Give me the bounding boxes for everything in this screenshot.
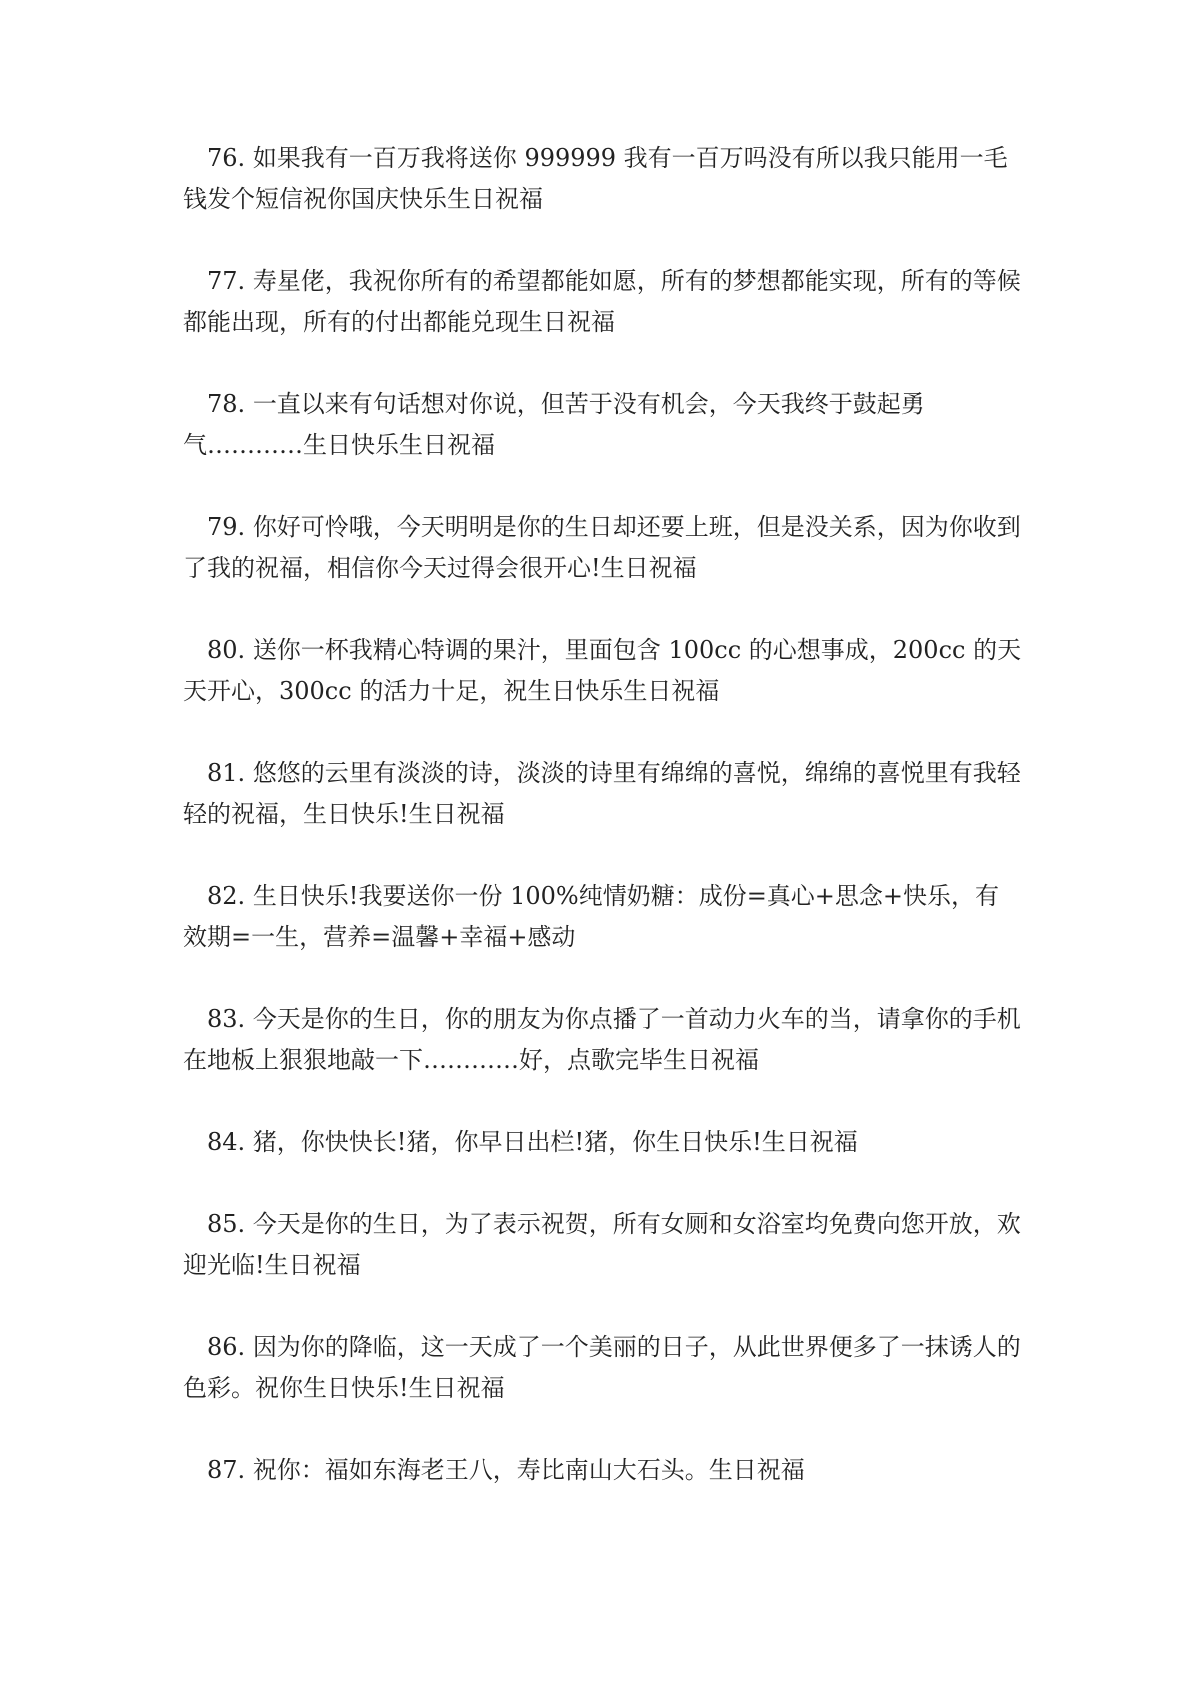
item-text: 因为你的降临，这一天成了一个美丽的日子，从此世界便多了一抹诱人的色彩。祝你生日快乐!生日祝福 <box>183 1333 1021 1402</box>
list-item <box>183 384 1023 466</box>
item-text: 寿星佬，我祝你所有的希望都能如愿，所有的梦想都能实现，所有的等候都能出现，所有的付出都能兑现生日祝福 <box>183 267 1021 336</box>
item-text: 生日快乐!我要送你一份 100%纯情奶糖：成份=真心+思念+快乐，有效期=一生，营养=温馨+幸福+感动 <box>183 882 1000 951</box>
list-item <box>183 630 1023 712</box>
list-item <box>183 876 1023 958</box>
list-item <box>183 1450 1023 1491</box>
item-number: 85. <box>207 1210 246 1238</box>
item-text: 猪，你快快长!猪，你早日出栏!猪，你生日快乐!生日祝福 <box>252 1128 858 1156</box>
list-item <box>183 261 1023 343</box>
item-number: 83. <box>207 1005 246 1033</box>
list-item <box>183 1122 1023 1163</box>
item-text: 悠悠的云里有淡淡的诗，淡淡的诗里有绵绵的喜悦，绵绵的喜悦里有我轻轻的祝福，生日快乐!生日祝福 <box>183 759 1021 828</box>
item-number: 80. <box>207 636 246 664</box>
item-number: 86. <box>207 1333 246 1361</box>
document-body <box>183 138 1023 1532</box>
item-text: 一直以来有句话想对你说，但苦于没有机会，今天我终于鼓起勇气…………生日快乐生日祝福 <box>183 390 925 459</box>
list-item <box>183 1327 1023 1409</box>
list-item <box>183 753 1023 835</box>
item-text: 今天是你的生日，你的朋友为你点播了一首动力火车的当，请拿你的手机在地板上狠狠地敲一下…………好，点歌完毕生日祝福 <box>183 1005 1021 1074</box>
item-number: 76. <box>207 144 246 172</box>
item-number: 81. <box>207 759 246 787</box>
item-text: 送你一杯我精心特调的果汁，里面包含 100cc 的心想事成，200cc 的天天开心，300cc 的活力十足，祝生日快乐生日祝福 <box>183 636 1022 705</box>
item-text: 你好可怜哦，今天明明是你的生日却还要上班，但是没关系，因为你收到了我的祝福，相信你今天过得会很开心!生日祝福 <box>183 513 1021 582</box>
item-text: 今天是你的生日，为了表示祝贺，所有女厕和女浴室均免费向您开放，欢迎光临!生日祝福 <box>183 1210 1021 1279</box>
list-item <box>183 138 1023 220</box>
item-number: 87. <box>207 1456 246 1484</box>
item-text: 祝你：福如东海老王八，寿比南山大石头。生日祝福 <box>252 1456 805 1484</box>
list-item <box>183 507 1023 589</box>
item-text: 如果我有一百万我将送你 999999 我有一百万吗没有所以我只能用一毛钱发个短信祝你国庆快乐生日祝福 <box>183 144 1008 213</box>
list-item <box>183 1204 1023 1286</box>
item-number: 84. <box>207 1128 246 1156</box>
list-item <box>183 999 1023 1081</box>
item-number: 79. <box>207 513 246 541</box>
item-number: 82. <box>207 882 246 910</box>
item-number: 77. <box>207 267 246 295</box>
item-number: 78. <box>207 390 246 418</box>
